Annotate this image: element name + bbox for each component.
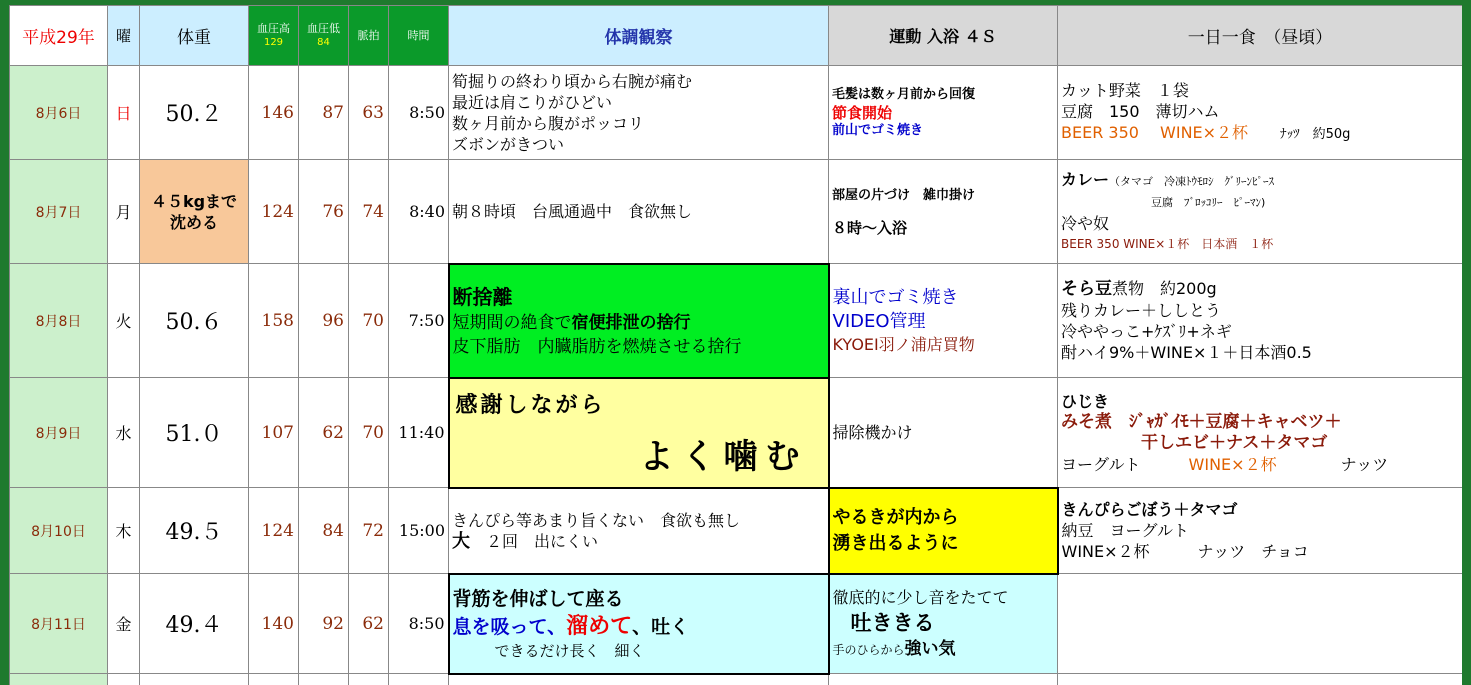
table-row — [10, 66, 1463, 160]
exercise-line: 湧き出るように — [832, 532, 959, 554]
condition-text: 大 — [452, 530, 470, 552]
exercise-line: 部屋の片づけ 雑巾掛け — [832, 187, 976, 203]
meal-header[interactable]: 一日一食 （昼頃） — [1058, 6, 1463, 66]
exercise-cell[interactable] — [829, 66, 1058, 160]
meal-main: カレー — [1061, 169, 1110, 189]
dow-header[interactable]: 曜 — [108, 6, 140, 66]
meal-line: 干しエビ＋ナス＋タマゴ — [1141, 432, 1328, 453]
table-row — [10, 160, 1463, 264]
weight-header[interactable]: 体重 — [140, 6, 249, 66]
header-row — [10, 6, 1463, 66]
pulse-cell[interactable]: 72 — [349, 488, 389, 574]
bp-low-ref: 84 — [317, 36, 330, 48]
condition-cell[interactable] — [449, 488, 829, 574]
meal-line: みそ煮 ｼﾞｬｶﾞｲﾓ＋豆腐＋キャベツ＋ — [1061, 411, 1342, 432]
condition-text: 息を吸って、 — [452, 616, 567, 638]
condition-cell[interactable] — [449, 264, 829, 378]
meal-line: 冷や奴 — [1061, 213, 1110, 233]
meal-text: ヨーグルト — [1061, 454, 1141, 474]
time-cell[interactable]: 8:50 — [389, 574, 449, 674]
condition-cell[interactable] — [449, 574, 829, 674]
exercise-line: 徹底的に少し音をたてて — [832, 587, 1009, 607]
condition-text: 短期間の絶食で — [452, 312, 572, 333]
date-cell[interactable] — [10, 674, 108, 685]
condition-cell[interactable] — [449, 66, 829, 160]
condition-line: 皮下脂肪 内臓脂肪を燃焼させる捨行 — [452, 336, 742, 357]
condition-line: 断捨離 — [452, 284, 513, 309]
meal-line: BEER 350 WINE×１杯 日本酒 １杯 — [1061, 236, 1274, 251]
year-header[interactable]: 平成29年 — [10, 6, 108, 66]
meal-line — [1061, 169, 1462, 192]
condition-cell[interactable]: 朝８時頃 台風通過中 食欲無し — [449, 160, 829, 264]
time-cell[interactable]: 15:00 — [389, 488, 449, 574]
condition-line — [453, 613, 828, 641]
condition-text: 宿便排泄の捨行 — [571, 312, 691, 333]
pulse-cell[interactable]: 70 — [349, 264, 389, 378]
condition-line: よく噛む — [639, 436, 808, 477]
weight-cell[interactable]: 49.５ — [140, 488, 249, 574]
time-cell[interactable]: 8:50 — [389, 66, 449, 160]
meal-line: 冷ややっこ+ｹｽﾞﾘ+ネギ — [1061, 322, 1232, 341]
exercise-line: VIDEO管理 — [832, 310, 926, 332]
condition-line: できるだけ長く 細く — [494, 642, 645, 660]
condition-text: 溜めて — [566, 614, 633, 639]
bp-high-cell[interactable]: 140 — [249, 574, 299, 674]
meal-cell[interactable] — [1058, 674, 1463, 685]
condition-cell[interactable] — [449, 378, 829, 488]
exercise-line: 裏山でゴミ焼き — [832, 286, 959, 308]
bp-low-cell[interactable]: 62 — [299, 378, 349, 488]
meal-main: そら豆 — [1061, 279, 1112, 299]
condition-header[interactable]: 体調観察 — [449, 6, 829, 66]
time-cell[interactable]: 11:40 — [389, 378, 449, 488]
condition-line: きんぴら等あまり旨くない 食欲も無し — [452, 510, 741, 530]
condition-line: 数ヶ月前から腹がポッコリ — [452, 113, 645, 133]
pulse-header[interactable]: 脈拍 — [349, 6, 389, 66]
dow-cell[interactable]: 金 — [108, 574, 140, 674]
pulse-cell[interactable]: 74 — [349, 160, 389, 264]
table-row — [10, 378, 1463, 488]
meal-line — [1061, 454, 1462, 475]
weight-cell[interactable]: 51.０ — [140, 378, 249, 488]
time-header[interactable]: 時間 — [389, 6, 449, 66]
weight-cell[interactable]: 49.４ — [140, 574, 249, 674]
dow-cell[interactable]: 火 — [108, 264, 140, 378]
exercise-line: 節食開始 — [832, 103, 893, 122]
bp-high-cell[interactable]: 146 — [249, 66, 299, 160]
bp-high-header[interactable] — [249, 6, 299, 66]
time-cell[interactable]: 7:50 — [389, 264, 449, 378]
exercise-line — [833, 638, 1058, 661]
exercise-line: やるきが内から — [832, 506, 959, 528]
bp-low-cell[interactable]: 87 — [299, 66, 349, 160]
meal-line: 豆腐 150 薄切ハム — [1061, 102, 1220, 121]
condition-line: 筍掘りの終わり頃から右腕が痛む — [452, 71, 693, 91]
bp-low-cell[interactable]: 84 — [299, 488, 349, 574]
bp-high-ref: 129 — [263, 36, 284, 48]
table-row — [10, 264, 1463, 378]
meal-detail: （タマゴ 冷凍ﾄｳﾓﾛｼ ｸﾞﾘｰﾝﾋﾟｰｽ — [1109, 174, 1275, 188]
exercise-header[interactable]: 運動 入浴 ４Ｓ — [829, 6, 1058, 66]
meal-cell[interactable] — [1058, 378, 1463, 488]
bp-high-cell[interactable]: 124 — [249, 488, 299, 574]
meal-cell[interactable] — [1058, 66, 1463, 160]
exercise-cell[interactable] — [829, 674, 1058, 685]
pulse-cell[interactable]: 63 — [349, 66, 389, 160]
meal-line: 豆腐 ﾌﾞﾛｯｺﾘｰ ﾋﾟｰﾏﾝ) — [1151, 195, 1266, 209]
weight-goal-line: 沈める — [169, 212, 218, 232]
pulse-cell[interactable]: 62 — [349, 574, 389, 674]
date-cell[interactable]: 8月6日 — [10, 66, 108, 160]
meal-line — [1061, 122, 1462, 145]
table-row — [10, 488, 1463, 574]
exercise-cell[interactable] — [829, 574, 1058, 674]
table-row — [10, 674, 1463, 685]
dow-cell[interactable] — [108, 674, 140, 685]
condition-text: ２回 出にくい — [486, 531, 599, 551]
exercise-cell[interactable] — [829, 160, 1058, 264]
condition-cell[interactable] — [449, 674, 829, 685]
bp-low-cell[interactable]: 96 — [299, 264, 349, 378]
bp-high-cell[interactable] — [249, 674, 299, 685]
exercise-line: 吐ききる — [850, 610, 935, 635]
date-cell[interactable]: 8月11日 — [10, 574, 108, 674]
condition-line: 感謝しながら — [455, 391, 606, 418]
condition-line — [453, 311, 828, 335]
exercise-cell[interactable]: 掃除機かけ — [829, 378, 1058, 488]
table-row — [10, 574, 1463, 674]
bp-low-label: 血圧低 — [307, 21, 340, 35]
meal-detail: 煮物 約200g — [1112, 279, 1217, 298]
bp-low-cell[interactable]: 76 — [299, 160, 349, 264]
health-log-table — [9, 5, 1462, 685]
meal-snack: ﾅｯﾂ 約50g — [1280, 127, 1351, 142]
weight-goal-line: ４５kgまで — [150, 191, 238, 211]
meal-line: WINE×２杯 ナッツ チョコ — [1061, 542, 1309, 561]
bp-high-cell[interactable]: 158 — [249, 264, 299, 378]
dow-cell[interactable]: 日 — [108, 66, 140, 160]
bp-low-header[interactable] — [299, 6, 349, 66]
bp-high-cell[interactable]: 107 — [249, 378, 299, 488]
bp-low-cell[interactable]: 92 — [299, 574, 349, 674]
bp-high-cell[interactable]: 124 — [249, 160, 299, 264]
exercise-text: 手のひらから — [832, 642, 905, 657]
meal-line: 残りカレー＋ししとう — [1061, 301, 1222, 320]
weight-cell[interactable] — [140, 160, 249, 264]
meal-cell[interactable] — [1058, 264, 1463, 378]
bp-high-label: 血圧高 — [257, 21, 290, 35]
time-cell[interactable] — [389, 674, 449, 685]
condition-line: ズボンがきつい — [452, 134, 565, 154]
weight-cell[interactable]: 50.６ — [140, 264, 249, 378]
meal-cell[interactable] — [1058, 160, 1463, 264]
condition-text: 、吐く — [632, 616, 690, 638]
exercise-text: 強い気 — [904, 638, 956, 659]
exercise-line: ８時～入浴 — [832, 218, 908, 237]
dow-cell[interactable]: 月 — [108, 160, 140, 264]
date-cell[interactable]: 8月10日 — [10, 488, 108, 574]
bp-low-cell[interactable] — [299, 674, 349, 685]
spacer — [832, 205, 1057, 219]
meal-line: カット野菜 １袋 — [1061, 81, 1189, 100]
exercise-cell[interactable] — [829, 264, 1058, 378]
date-cell[interactable]: 8月9日 — [10, 378, 108, 488]
meal-drink: BEER 350 WINE×２杯 — [1061, 123, 1249, 142]
date-cell[interactable]: 8月7日 — [10, 160, 108, 264]
meal-line: 納豆 ヨーグルト — [1061, 521, 1190, 540]
time-cell[interactable]: 8:40 — [389, 160, 449, 264]
condition-line: 最近は肩こりがひどい — [452, 92, 613, 112]
weight-cell[interactable] — [140, 674, 249, 685]
meal-line: 酎ハイ9%＋WINE×１＋日本酒0.5 — [1061, 343, 1312, 362]
meal-line: きんぴらごぼう＋タマゴ — [1061, 500, 1238, 519]
dow-cell[interactable]: 木 — [108, 488, 140, 574]
pulse-cell[interactable] — [349, 674, 389, 685]
meal-drink: WINE×２杯 — [1188, 454, 1277, 474]
meal-cell[interactable] — [1058, 574, 1463, 674]
exercise-line: 毛髪は数ヶ月前から回復 — [832, 86, 976, 102]
spreadsheet — [9, 5, 1462, 685]
dow-cell[interactable]: 水 — [108, 378, 140, 488]
condition-line — [452, 531, 828, 552]
weight-cell[interactable]: 50.２ — [140, 66, 249, 160]
exercise-line: KYOEI羽ノ浦店買物 — [832, 334, 975, 354]
condition-line: 背筋を伸ばして座る — [452, 588, 624, 610]
meal-cell[interactable] — [1058, 488, 1463, 574]
pulse-cell[interactable]: 70 — [349, 378, 389, 488]
exercise-cell[interactable] — [829, 488, 1058, 574]
date-cell[interactable]: 8月8日 — [10, 264, 108, 378]
meal-line — [1061, 278, 1462, 300]
exercise-line: 前山でゴミ焼き — [832, 122, 924, 138]
meal-text: ナッツ — [1340, 454, 1389, 474]
meal-line: ひじき — [1061, 391, 1110, 411]
